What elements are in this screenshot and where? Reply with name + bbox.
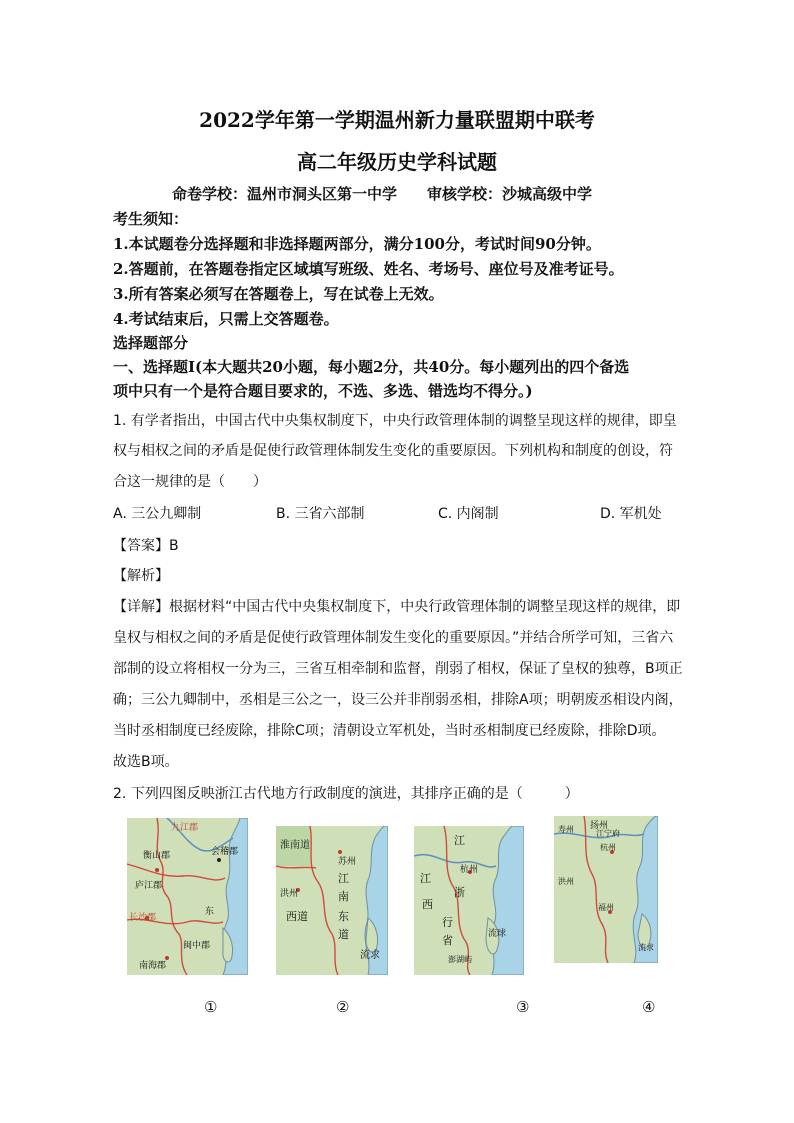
map-label: 衡山郡 [143,851,171,861]
map-label: 寿州 [558,825,574,834]
map-label: 行 [442,916,453,929]
map-label: 淮南道 [280,840,310,851]
map-label: 庐江郡 [135,881,163,891]
map-3 [414,826,524,975]
map-label: 流球 [488,929,507,939]
question-1-stem: 1. 有学者指出，中国古代中央集权制度下，中央行政管理体制的调整呈现这样的规律，即皇 [113,413,677,429]
question-2-stem: 2. 下列四图反映浙江古代地方行政制度的演进，其排序正确的是（ ） [113,786,579,802]
map-label: 东 [338,910,349,923]
notice-item: 4.考试结束后，只需上交答题卷。 [113,310,339,328]
map-number: ④ [642,998,656,1016]
map-label: 江宁府 [596,829,620,838]
map-label: 南 [338,890,349,903]
answer: 【答案】B [113,538,179,554]
question-1-stem: 权与相权之间的矛盾是促使行政管理体制发生变化的重要原因。下列机构和制度的创设，符 [113,443,673,459]
notice-heading: 考生须知： [113,210,189,228]
analysis-detail: 部制的设立将相权一分为三，三省互相牵制和监督，削弱了相权，保证了皇权的独尊，B项正 [113,661,683,677]
map-label: 会稽郡 [211,847,239,857]
analysis-heading: 【解析】 [113,568,169,584]
school-info: 命卷学校：温州市洞头区第一中学 审核学校：沙城高级中学 [172,185,593,203]
section-part: 选择题部分 [113,334,189,352]
map-label: 省 [442,934,453,947]
map-label: 江 [420,872,431,885]
map-label: 杭州 [460,865,479,875]
option-b: B. 三省六部制 [276,506,365,522]
question-1-stem: 合这一规律的是（ ） [113,474,267,490]
map-label: 闽中郡 [183,941,211,951]
map-label: 南海郡 [139,961,167,971]
map-number: ② [336,998,350,1016]
map-2 [276,826,388,975]
map-label: 洪州 [280,889,299,899]
option-d: D. 军机处 [600,506,662,522]
map-label: 道 [338,928,349,941]
notice-item: 1.本试题卷分选择题和非选择题两部分，满分100分，考试时间90分钟。 [113,235,601,253]
map-label: 九江郡 [171,823,199,833]
map-label: 长沙郡 [129,913,157,923]
section-instruction: 项中只有一个是符合题目要求的，不选、多选、错选均不得分。) [113,382,533,400]
map-label: 扬州 [590,821,609,831]
analysis-detail: 当时丞相制度已经废除，排除C项；清朝设立军机处，当时丞相制度已经废除，排除D项。 [113,723,666,739]
page-subtitle: 高二年级历史学科试题 [297,150,497,174]
map-4 [554,816,658,963]
map-number: ③ [516,998,530,1016]
map-label: 福州 [598,903,614,912]
notice-item: 2.答题前，在答题卷指定区域填写班级、姓名、考场号、座位号及准考证号。 [113,260,624,278]
section-instruction: 一、选择题Ⅰ(本大题共20小题，每小题2分，共40分。每小题列出的四个备选 [113,358,630,376]
map-label: 江 [338,872,349,885]
map-label: 苏州 [338,857,357,867]
map-label: 杭州 [600,843,616,852]
map-label: 西道 [286,910,308,923]
analysis-detail: 故选B项。 [113,754,179,770]
analysis-detail: 确；三公九卿制中，丞相是三公之一，设三公并非削弱丞相，排除A项；明朝废丞相设内阁， [113,692,683,708]
map-label: 流求 [638,943,654,952]
map-label: 澎湖屿 [448,955,472,964]
map-label: 江 [454,834,465,847]
map-label: 东 [205,907,215,917]
analysis-detail: 皇权与相权之间的矛盾是促使行政管理体制发生变化的重要原因。”并结合所学可知，三省六 [113,630,674,646]
map-label: 洪州 [558,877,574,886]
page-title: 2022学年第一学期温州新力量联盟期中联考 [199,108,595,132]
analysis-detail: 【详解】根据材料“中国古代中央集权制度下，中央行政管理体制的调整呈现这样的规律，即 [113,599,681,615]
notice-item: 3.所有答案必须写在答题卷上，写在试卷上无效。 [113,285,444,303]
option-a: A. 三公九卿制 [113,506,202,522]
map-label: 浙 [454,886,465,899]
map-label: 流求 [360,950,380,961]
map-number: ① [204,998,218,1016]
option-c: C. 内阁制 [438,506,499,522]
map-1 [127,818,248,975]
map-label: 西 [422,898,433,911]
